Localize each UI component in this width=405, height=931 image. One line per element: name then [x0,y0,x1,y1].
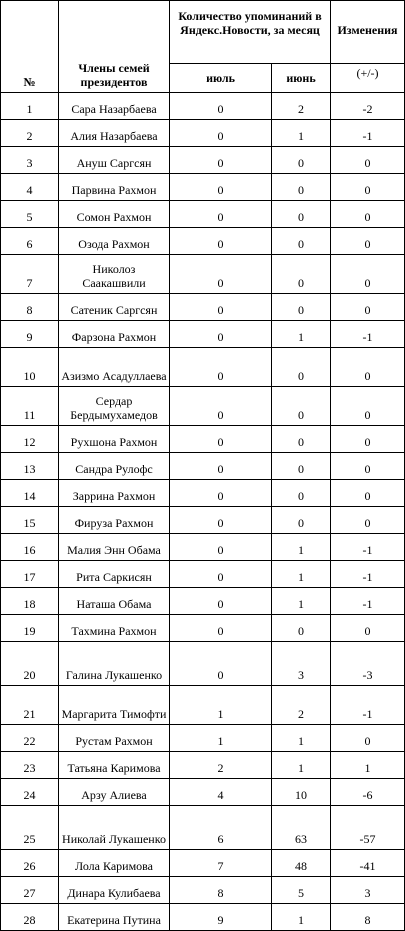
june-mentions: 0 [272,294,331,321]
change-value: 0 [331,453,405,480]
july-mentions: 2 [170,752,272,779]
member-name: Татьяна Каримова [59,752,170,779]
july-mentions: 0 [170,321,272,348]
change-value: 8 [331,904,405,931]
member-name: Заррина Рахмон [59,480,170,507]
july-mentions: 0 [170,453,272,480]
july-mentions: 9 [170,904,272,931]
table-row [1,228,405,255]
june-mentions: 1 [272,752,331,779]
table-row [1,321,405,348]
june-mentions: 1 [272,321,331,348]
row-number: 3 [1,147,59,174]
table-row [1,426,405,453]
table-row [1,806,405,850]
june-mentions: 2 [272,686,331,725]
july-mentions: 0 [170,174,272,201]
july-mentions: 0 [170,426,272,453]
july-mentions: 0 [170,93,272,120]
member-name: Малия Энн Обама [59,534,170,561]
june-mentions: 1 [272,120,331,147]
table-row [1,686,405,725]
change-value: 0 [331,725,405,752]
change-value: -6 [331,779,405,806]
change-value: 0 [331,294,405,321]
july-mentions: 0 [170,348,272,387]
row-number: 4 [1,174,59,201]
member-name: Сандра Рулофс [59,453,170,480]
header-row [1,1,405,64]
change-value: 0 [331,228,405,255]
header-july: июль [170,64,272,93]
header-june: июнь [272,64,331,93]
table-row [1,294,405,321]
july-mentions: 0 [170,534,272,561]
change-value: -2 [331,93,405,120]
change-value: 0 [331,480,405,507]
june-mentions: 5 [272,877,331,904]
member-name: Парвина Рахмон [59,174,170,201]
member-name: Рустам Рахмон [59,725,170,752]
change-value: 0 [331,147,405,174]
july-mentions: 0 [170,387,272,426]
row-number: 17 [1,561,59,588]
table-row [1,120,405,147]
member-name: Сомон Рахмон [59,201,170,228]
member-name: Тахмина Рахмон [59,615,170,642]
change-value: 0 [331,174,405,201]
header-mentions: Количество упоминаний в Яндекс.Новости, за месяц [170,1,331,64]
row-number: 1 [1,93,59,120]
member-name: Фируза Рахмон [59,507,170,534]
change-value: 0 [331,387,405,426]
table-row [1,642,405,686]
member-name: Лола Каримова [59,850,170,877]
june-mentions: 1 [272,534,331,561]
table-row [1,561,405,588]
june-mentions: 0 [272,174,331,201]
july-mentions: 0 [170,588,272,615]
july-mentions: 4 [170,779,272,806]
table-row [1,255,405,294]
june-mentions: 0 [272,387,331,426]
july-mentions: 1 [170,686,272,725]
june-mentions: 0 [272,480,331,507]
row-number: 23 [1,752,59,779]
row-number: 6 [1,228,59,255]
table-row [1,779,405,806]
change-value: -1 [331,686,405,725]
june-mentions: 0 [272,453,331,480]
member-name: Динара Кулибаева [59,877,170,904]
june-mentions: 0 [272,255,331,294]
table-row [1,174,405,201]
change-value: -57 [331,806,405,850]
june-mentions: 0 [272,147,331,174]
change-value: -41 [331,850,405,877]
table-row [1,615,405,642]
july-mentions: 0 [170,201,272,228]
row-number: 28 [1,904,59,931]
row-number: 27 [1,877,59,904]
row-number: 22 [1,725,59,752]
table-row [1,534,405,561]
table-row [1,348,405,387]
june-mentions: 3 [272,642,331,686]
member-name: Сердар Бердымухамедов [59,387,170,426]
july-mentions: 0 [170,561,272,588]
june-mentions: 48 [272,850,331,877]
row-number: 15 [1,507,59,534]
member-name: Ануш Саргсян [59,147,170,174]
table-row [1,850,405,877]
change-value: 0 [331,348,405,387]
member-name: Озода Рахмон [59,228,170,255]
member-name: Фарзона Рахмон [59,321,170,348]
table-row [1,725,405,752]
july-mentions: 0 [170,147,272,174]
header-members: Члены семей президентов [59,1,170,93]
row-number: 9 [1,321,59,348]
row-number: 12 [1,426,59,453]
change-value: 3 [331,877,405,904]
change-value: 0 [331,507,405,534]
member-name: Алия Назарбаева [59,120,170,147]
june-mentions: 63 [272,806,331,850]
row-number: 11 [1,387,59,426]
change-value: 0 [331,426,405,453]
july-mentions: 0 [170,507,272,534]
change-value: -1 [331,534,405,561]
july-mentions: 0 [170,294,272,321]
july-mentions: 0 [170,120,272,147]
change-value: -1 [331,321,405,348]
june-mentions: 0 [272,507,331,534]
june-mentions: 2 [272,93,331,120]
row-number: 10 [1,348,59,387]
table-body [1,93,405,931]
table-row [1,588,405,615]
table-row [1,453,405,480]
row-number: 14 [1,480,59,507]
july-mentions: 1 [170,725,272,752]
june-mentions: 0 [272,615,331,642]
july-mentions: 0 [170,228,272,255]
table-row [1,387,405,426]
row-number: 21 [1,686,59,725]
change-value: 0 [331,201,405,228]
june-mentions: 0 [272,426,331,453]
row-number: 13 [1,453,59,480]
member-name: Рухшона Рахмон [59,426,170,453]
row-number: 8 [1,294,59,321]
member-name: Екатерина Путина [59,904,170,931]
row-number: 24 [1,779,59,806]
member-name: Сатеник Саргсян [59,294,170,321]
change-value: -1 [331,120,405,147]
row-number: 16 [1,534,59,561]
row-number: 18 [1,588,59,615]
change-value: 0 [331,615,405,642]
change-value: 1 [331,752,405,779]
row-number: 2 [1,120,59,147]
member-name: Рита Саркисян [59,561,170,588]
table-row [1,752,405,779]
july-mentions: 0 [170,642,272,686]
change-value: -3 [331,642,405,686]
member-name: Маргарита Тимофти [59,686,170,725]
july-mentions: 7 [170,850,272,877]
june-mentions: 0 [272,201,331,228]
row-number: 26 [1,850,59,877]
row-number: 5 [1,201,59,228]
change-value: 0 [331,255,405,294]
june-mentions: 0 [272,348,331,387]
table-row [1,147,405,174]
table-row [1,93,405,120]
july-mentions: 6 [170,806,272,850]
june-mentions: 0 [272,228,331,255]
june-mentions: 1 [272,561,331,588]
june-mentions: 1 [272,725,331,752]
member-name: Николоз Саакашвили [59,255,170,294]
row-number: 19 [1,615,59,642]
row-number: 25 [1,806,59,850]
table-row [1,201,405,228]
member-name: Наташа Обама [59,588,170,615]
member-name: Сара Назарбаева [59,93,170,120]
row-number: 7 [1,255,59,294]
member-name: Арзу Алиева [59,779,170,806]
row-number: 20 [1,642,59,686]
july-mentions: 0 [170,615,272,642]
table-row [1,480,405,507]
table-row [1,877,405,904]
table-row [1,904,405,931]
change-value: -1 [331,561,405,588]
june-mentions: 10 [272,779,331,806]
member-name: Азизмо Асадуллаева [59,348,170,387]
header-diff: (+/-) [331,64,405,93]
july-mentions: 0 [170,255,272,294]
member-name: Галина Лукашенко [59,642,170,686]
june-mentions: 1 [272,904,331,931]
june-mentions: 1 [272,588,331,615]
change-value: -1 [331,588,405,615]
header-changes: Изменения [331,1,405,64]
member-name: Николай Лукашенко [59,806,170,850]
table-row [1,507,405,534]
july-mentions: 8 [170,877,272,904]
header-number: № [1,1,59,93]
july-mentions: 0 [170,480,272,507]
